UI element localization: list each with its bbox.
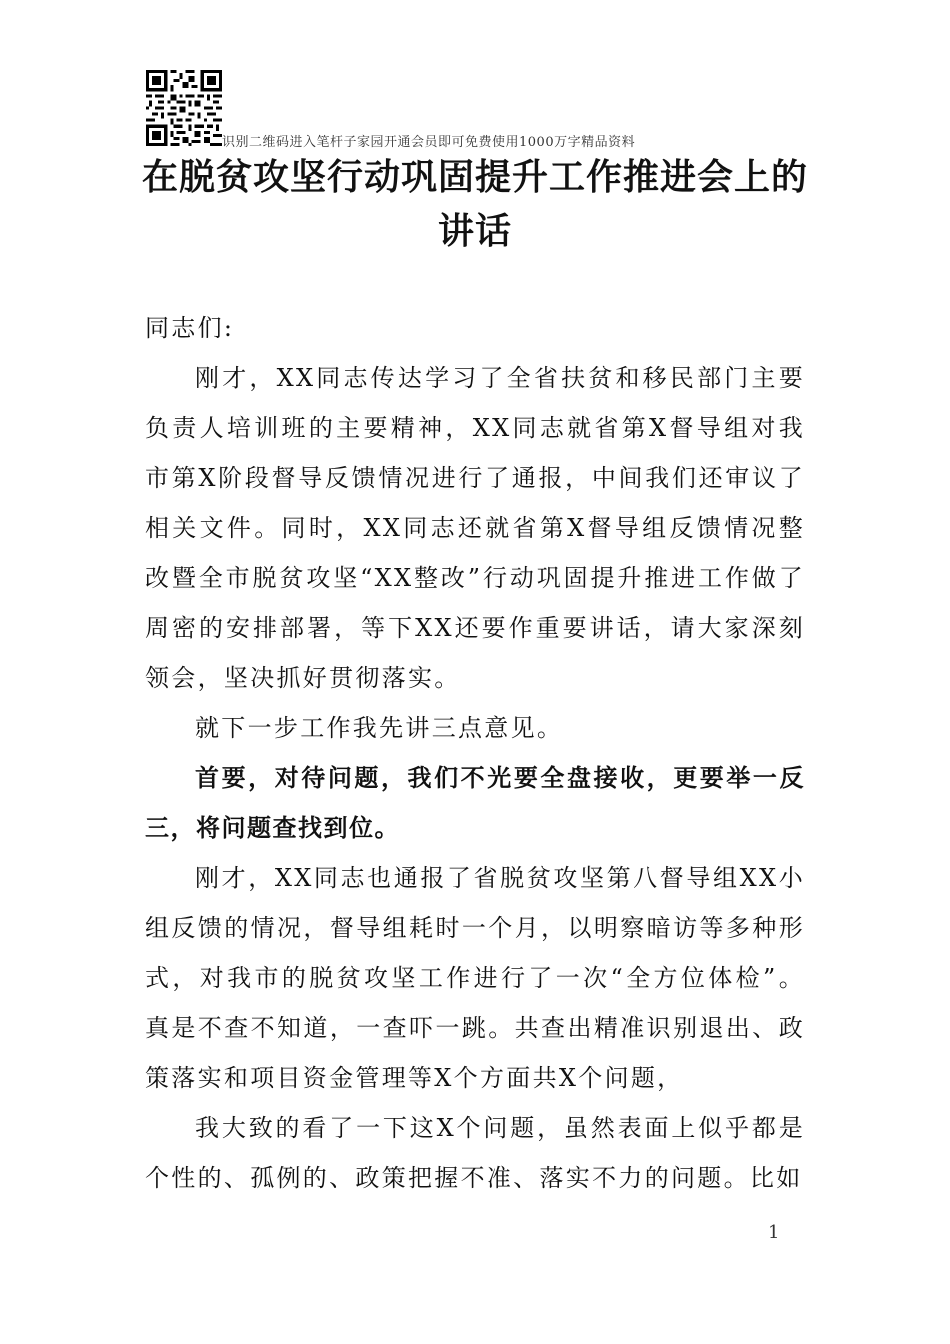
qr-code-icon [146, 70, 222, 146]
paragraph: 刚才，XX同志也通报了省脱贫攻坚第八督导组XX小组反馈的情况，督导组耗时一个月，以明察暗访等多种形式，对我市的脱贫攻坚工作进行了一次“全方位体检”。真是不查不知道，一查吓一跳。共查出精准识别退出、政策落实和项目资金管理等X个方面共X个问题， [145, 864, 805, 1092]
qr-caption: 识别二维码进入笔杆子家园开通会员即可免费使用1000万字精品资料 [222, 135, 636, 150]
document-title [120, 150, 830, 258]
title-line-1: 在脱贫攻坚行动巩固提升工作推进会上的 [141, 156, 808, 198]
title-line-2: 讲话 [437, 210, 512, 252]
page-number: 1 [768, 1222, 780, 1243]
paragraph: 刚才，XX同志传达学习了全省扶贫和移民部门主要负责人培训班的主要精神，XX同志就省第X督导组对我市第X阶段督导反馈情况进行了通报，中间我们还审议了相关文件。同时，XX同志还就省第X督导组反馈情况整改暨全市脱贫攻坚“XX整改”行动巩固提升推进工作做了周密的安排部署，等下XX还要作重要讲话，请大家深刻领会，坚决抓好贯彻落实。 [145, 364, 805, 692]
qr-code [146, 70, 222, 146]
paragraph: 就下一步工作我先讲三点意见。 [195, 714, 564, 742]
salutation: 同志们: [145, 314, 235, 342]
section-heading: 首要，对待问题，我们不光要全盘接收，更要举一反三，将问题查找到位。 [145, 764, 805, 842]
document-body [145, 303, 805, 1203]
paragraph: 我大致的看了一下这X个问题，虽然表面上似乎都是个性的、孤例的、政策把握不准、落实不力的问题。比如 [145, 1114, 805, 1192]
